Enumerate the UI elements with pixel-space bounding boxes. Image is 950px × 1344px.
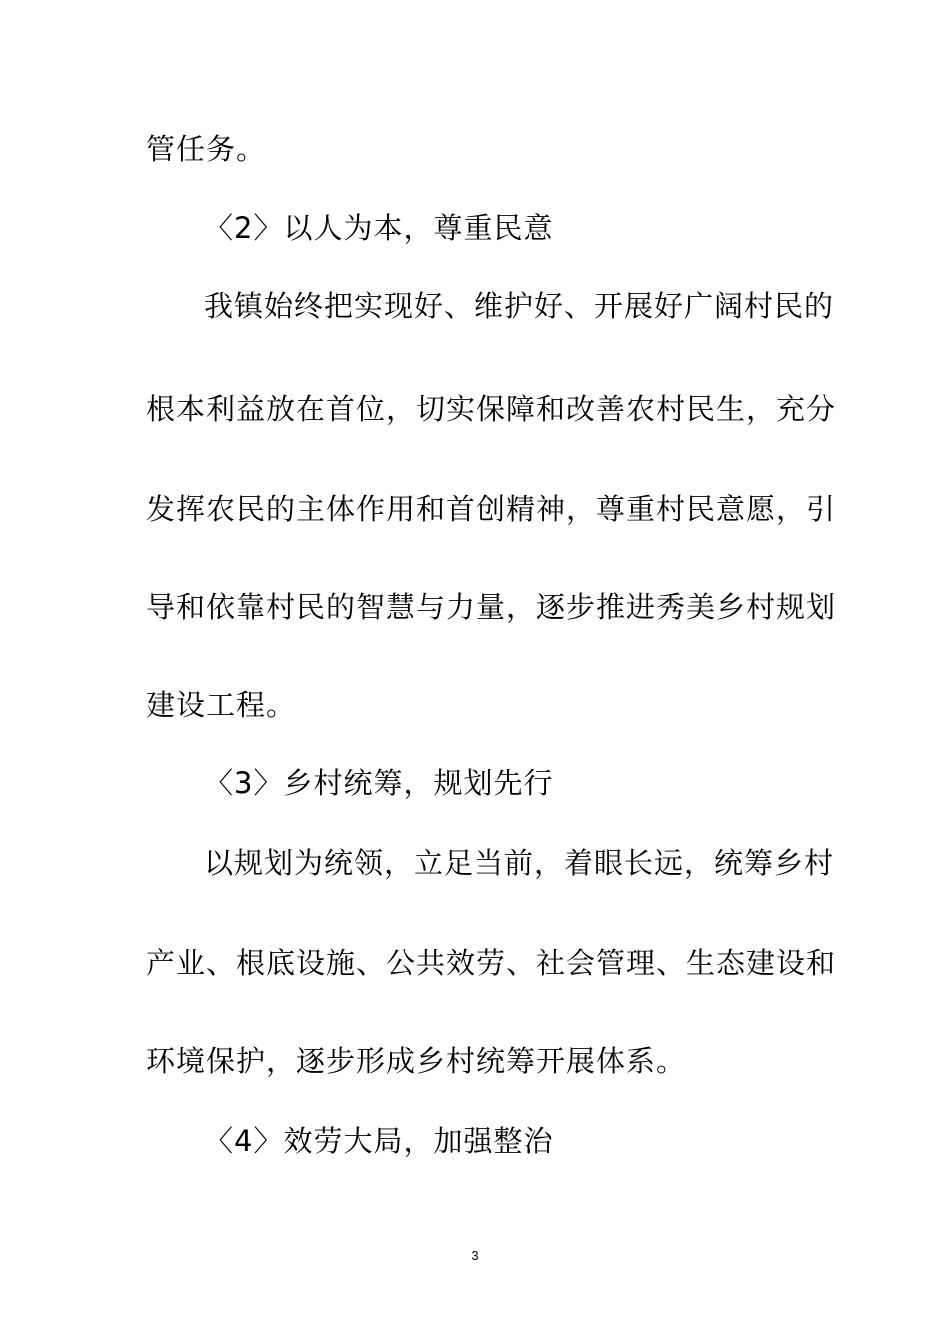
paragraph-line: 我镇始终把实现好、维护好、开展好广阔村民的 [204,289,835,323]
section-heading: 〈3〉乡村统筹，规划先行 [204,766,554,800]
page-number: 3 [471,1248,479,1263]
paragraph-line: 发挥农民的主体作用和首创精神，尊重村民意愿，引 [146,492,837,526]
paragraph-line: 环境保护，逐步形成乡村统筹开展体系。 [146,1044,687,1078]
paragraph-line: 管任务。 [146,132,267,166]
section-heading: 〈4〉效劳大局，加强整治 [204,1124,554,1158]
paragraph-line: 根本利益放在首位，切实保障和改善农村民生，充分 [146,392,837,426]
paragraph-line: 以规划为统领，立足当前，着眼长远，统筹乡村 [204,846,835,880]
section-heading: 〈2〉以人为本，尊重民意 [204,211,554,245]
paragraph-line: 产业、根底设施、公共效劳、社会管理、生态建设和 [146,946,837,980]
paragraph-line: 建设工程。 [146,688,297,722]
paragraph-line: 导和依靠村民的智慧与力量，逐步推进秀美乡村规划 [146,590,837,624]
